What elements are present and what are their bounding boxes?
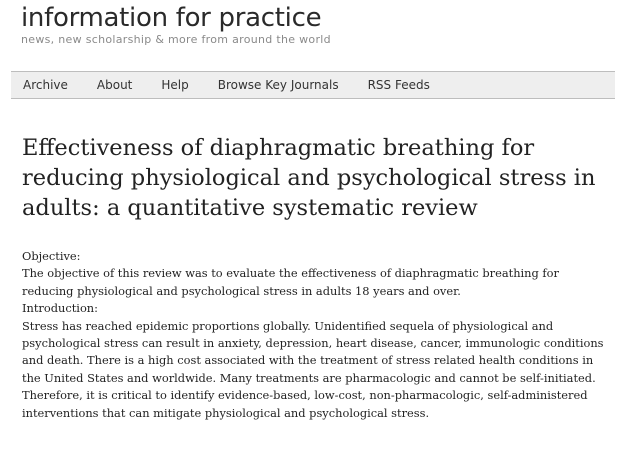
site-tagline: news, new scholarship & more from around the world xyxy=(21,33,331,46)
site-header xyxy=(21,3,611,46)
introduction-text: Stress has reached epidemic proportions globally. Unidentified sequela of physiological and psychological stress can result in anxiety, depression, heart disease, cancer, immunologic conditions and death. There is a high cost associated with the treatment of stress related health conditions in the United States and worldwide. Many treatments are pharmacologic and cannot be self-initiated. Therefore, it is critical to identify evidence-based, low-cost, non-pharmacologic, self-administered interventions that can mitigate physiological and psychological stress. xyxy=(22,318,604,420)
main-nav xyxy=(11,71,615,99)
objective-heading: Objective: xyxy=(22,249,81,263)
introduction-heading: Introduction: xyxy=(22,301,98,316)
nav-item-browse-key-journals[interactable]: Browse Key Journals xyxy=(217,78,339,92)
nav-item-rss-feeds[interactable]: RSS Feeds xyxy=(367,78,430,92)
article-title: Effectiveness of diaphragmatic breathing for reducing physiological and psychological stress in adults: a quantitative systematic review xyxy=(22,135,596,221)
site-title-link[interactable]: information for practice xyxy=(21,3,322,33)
nav-item-help[interactable]: Help xyxy=(161,78,189,92)
nav-item-archive[interactable]: Archive xyxy=(23,78,68,92)
nav-item-about[interactable]: About xyxy=(96,78,133,92)
article-abstract xyxy=(22,248,612,422)
objective-text: The objective of this review was to evaluate the effectiveness of diaphragmatic breathing for reducing physiological and psychological stress in adults 18 years and over. xyxy=(22,266,559,298)
